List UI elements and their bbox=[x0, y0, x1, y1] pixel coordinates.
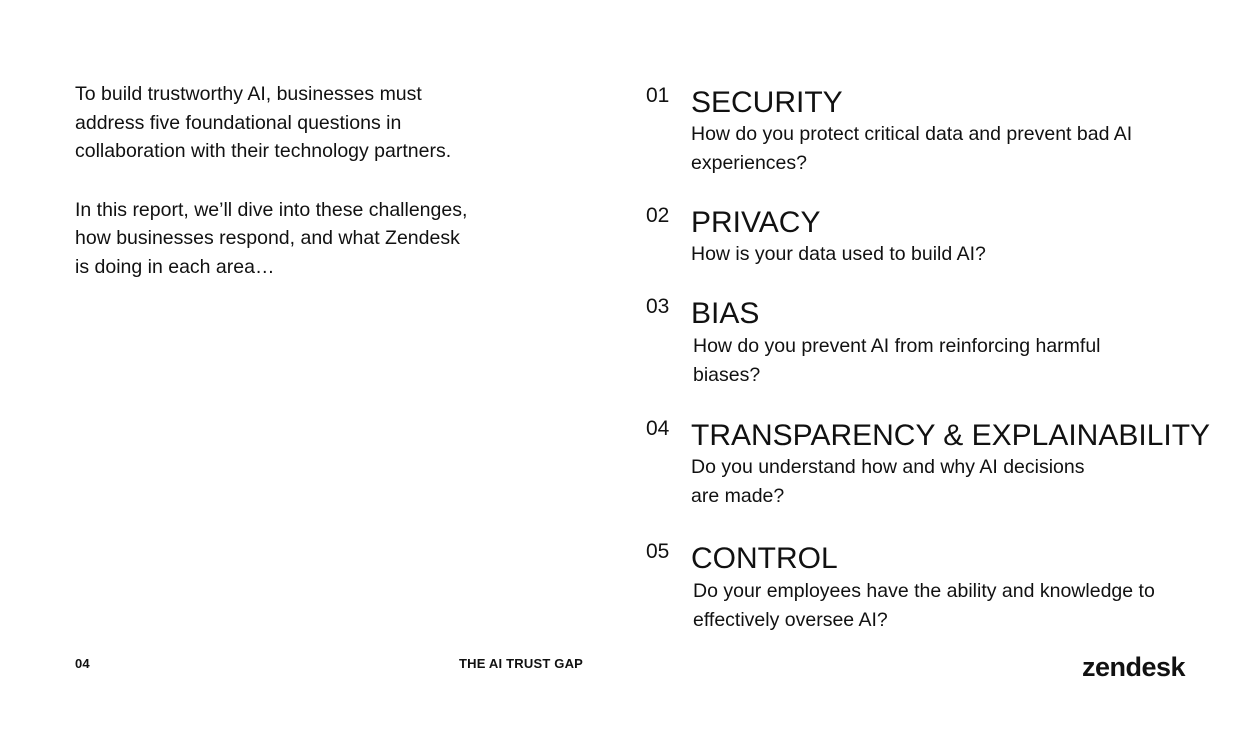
zendesk-logo: zendesk bbox=[1082, 652, 1186, 682]
topic-title: BIAS bbox=[691, 297, 760, 330]
topic-number: 01 bbox=[646, 84, 670, 107]
intro-paragraph-1: To build trustworthy AI, businesses must address five foundational questions in collaboration with their technology partners. bbox=[75, 83, 452, 162]
topic-question: How do you prevent AI from reinforcing harmful biases? bbox=[693, 335, 1101, 386]
topic-number: 03 bbox=[646, 295, 670, 318]
topic-title: SECURITY bbox=[691, 86, 843, 119]
topic-number: 02 bbox=[646, 204, 670, 227]
page-number: 04 bbox=[75, 656, 90, 671]
report-title: THE AI TRUST GAP bbox=[459, 656, 584, 671]
topic-number: 04 bbox=[646, 417, 670, 440]
topic-question: Do your employees have the ability and knowledge to effectively oversee AI? bbox=[693, 580, 1155, 631]
topic-title: CONTROL bbox=[691, 542, 838, 575]
topic-title: TRANSPARENCY & EXPLAINABILITY bbox=[691, 419, 1211, 452]
topic-question: How do you protect critical data and prevent bad AI experiences? bbox=[691, 123, 1133, 174]
topic-question: Do you understand how and why AI decisions are made? bbox=[691, 456, 1085, 507]
intro-text bbox=[75, 80, 475, 311]
topic-question: How is your data used to build AI? bbox=[691, 243, 986, 265]
topic-title: PRIVACY bbox=[691, 206, 821, 239]
topic-number: 05 bbox=[646, 540, 670, 563]
intro-paragraph-2: In this report, we’ll dive into these challenges, how businesses respond, and what Zendesk is doing in each area… bbox=[75, 198, 468, 278]
